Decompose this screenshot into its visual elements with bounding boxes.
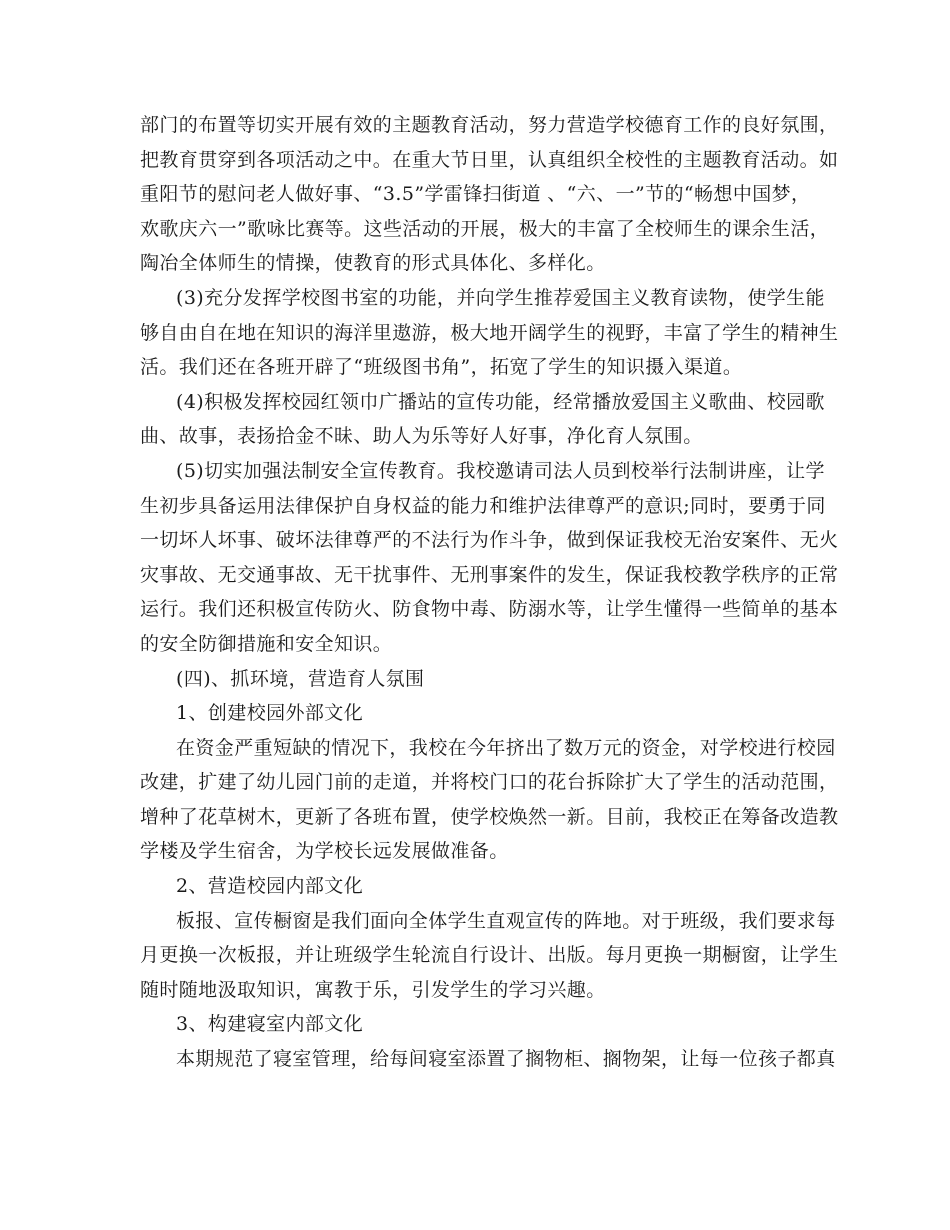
paragraph-start-line: 在资金严重短缺的情况下，我校在今年挤出了数万元的资金，对学校进行校园 <box>176 736 836 759</box>
text-line: 月更换一次板报，并让班级学生轮流自行设计、出版。每月更换一期橱窗，让学生 <box>140 944 839 967</box>
text-line: 生初步具备运用法律保护自身权益的能力和维护法律尊严的意识;同时，要勇于同 <box>140 494 826 517</box>
paragraph-start-line: (5)切实加强法制安全宣传教育。我校邀请司法人员到校举行法制讲座，让学 <box>176 459 825 482</box>
text-line: 部门的布置等切实开展有效的主题教育活动，努力营造学校德育工作的良好氛围， <box>140 114 839 136</box>
text-line: 改建，扩建了幼儿园门前的走道，并将校门口的花台拆除扩大了学生的活动范围， <box>140 771 839 794</box>
text-line: 曲、故事，表扬拾金不昧、助人为乐等好人好事，净化育人氛围。 <box>140 425 703 448</box>
document-page <box>140 108 839 1077</box>
paragraph-start-line: (4)积极发挥校园红领巾广播站的宣传功能，经常播放爱国主义歌曲、校园歌 <box>176 390 825 413</box>
subsection-heading: 1、创建校园外部文化 <box>176 702 364 725</box>
text-line: 欢歌庆六一”歌咏比赛等。这些活动的开展，极大的丰富了全校师生的课余生活， <box>140 217 830 240</box>
text-line: 的安全防御措施和安全知识。 <box>140 632 393 655</box>
paragraph-start-line: 本期规范了寝室管理，给每间寝室添置了搁物柜、搁物架，让每一位孩子都真 <box>176 1048 836 1071</box>
text-line: 重阳节的慰问老人做好事、“3.5”学雷锋扫街道 、“六、一”节的“畅想中国梦， <box>140 183 811 206</box>
section-heading: (四)、抓环境，营造育人氛围 <box>176 667 425 690</box>
text-line: 运行。我们还积极宣传防火、防食物中毒、防溺水等，让学生懂得一些简单的基本 <box>140 598 839 621</box>
text-line: 够自由自在地在知识的海洋里遨游，极大地开阔学生的视野，丰富了学生的精神生 <box>140 321 839 344</box>
paragraph-start-line: 板报、宣传橱窗是我们面向全体学生直观宣传的阵地。对于班级，我们要求每 <box>176 909 836 932</box>
text-line: 增种了花草树木，更新了各班布置，使学校焕然一新。目前，我校正在筹备改造教 <box>140 805 839 828</box>
subsection-heading: 3、构建寝室内部文化 <box>176 1013 364 1036</box>
text-line: 把教育贯穿到各项活动之中。在重大节日里，认真组织全校性的主题教育活动。如 <box>140 148 839 171</box>
text-line: 一切坏人坏事、破坏法律尊严的不法行为作斗争，做到保证我校无治安案件、无火 <box>140 529 839 552</box>
text-line: 学楼及学生宿舍，为学校长远发展做准备。 <box>140 840 509 863</box>
paragraph-start-line: (3)充分发挥学校图书室的功能，并向学生推荐爱国主义教育读物，使学生能 <box>176 286 825 309</box>
text-line: 随时随地汲取知识，寓教于乐，引发学生的学习兴趣。 <box>140 978 606 1001</box>
text-line: 活。我们还在各班开辟了“班级图书角”，拓宽了学生的知识摄入渠道。 <box>140 356 743 379</box>
text-line: 灾事故、无交通事故、无干扰事件、无刑事案件的发生，保证我校教学秩序的正常 <box>140 563 839 586</box>
subsection-heading: 2、营造校园内部文化 <box>176 875 364 898</box>
text-line: 陶冶全体师生的情操，使教育的形式具体化、多样化。 <box>140 252 606 275</box>
